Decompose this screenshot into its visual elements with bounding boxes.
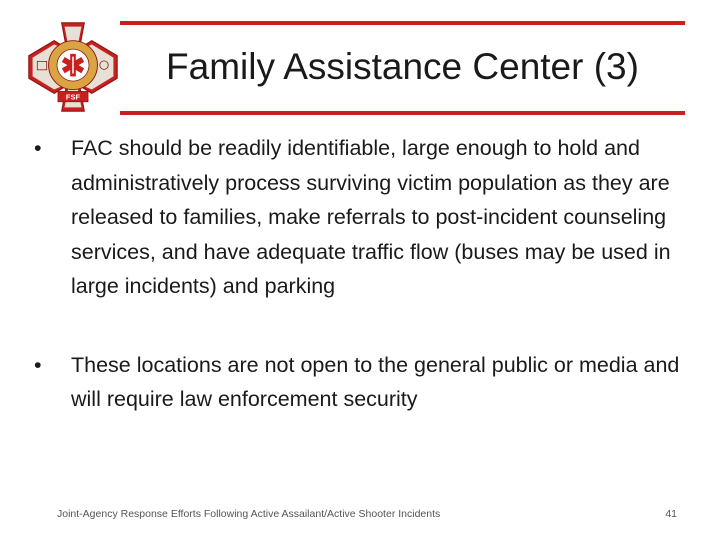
bullet-item	[34, 131, 706, 304]
slide-title: Family Assistance Center (3)	[166, 46, 639, 87]
bullet-list	[34, 131, 706, 417]
slide-footer: Joint-Agency Response Efforts Following Active Assailant/Active Shooter Incidents	[57, 508, 441, 520]
title-top-rule	[120, 21, 685, 25]
bullet-text: FAC should be readily identifiable, large enough to hold and administratively process surviving victim population as they are released to families, make referrals to post-incident counseling services, and have adequate traffic flow (buses may be used in large incidents) and parking	[71, 136, 671, 298]
page-number: 41	[665, 508, 677, 520]
bullet-dot-icon: •	[34, 136, 42, 160]
emblem-banner-text: FSF	[65, 92, 81, 102]
title-bottom-rule	[120, 111, 685, 115]
bullet-dot-icon: •	[34, 352, 42, 377]
fire-service-emblem-icon	[26, 20, 120, 114]
bullet-item	[34, 348, 706, 417]
bullet-text: These locations are not open to the general public or media and will require law enforcement security	[71, 352, 680, 411]
